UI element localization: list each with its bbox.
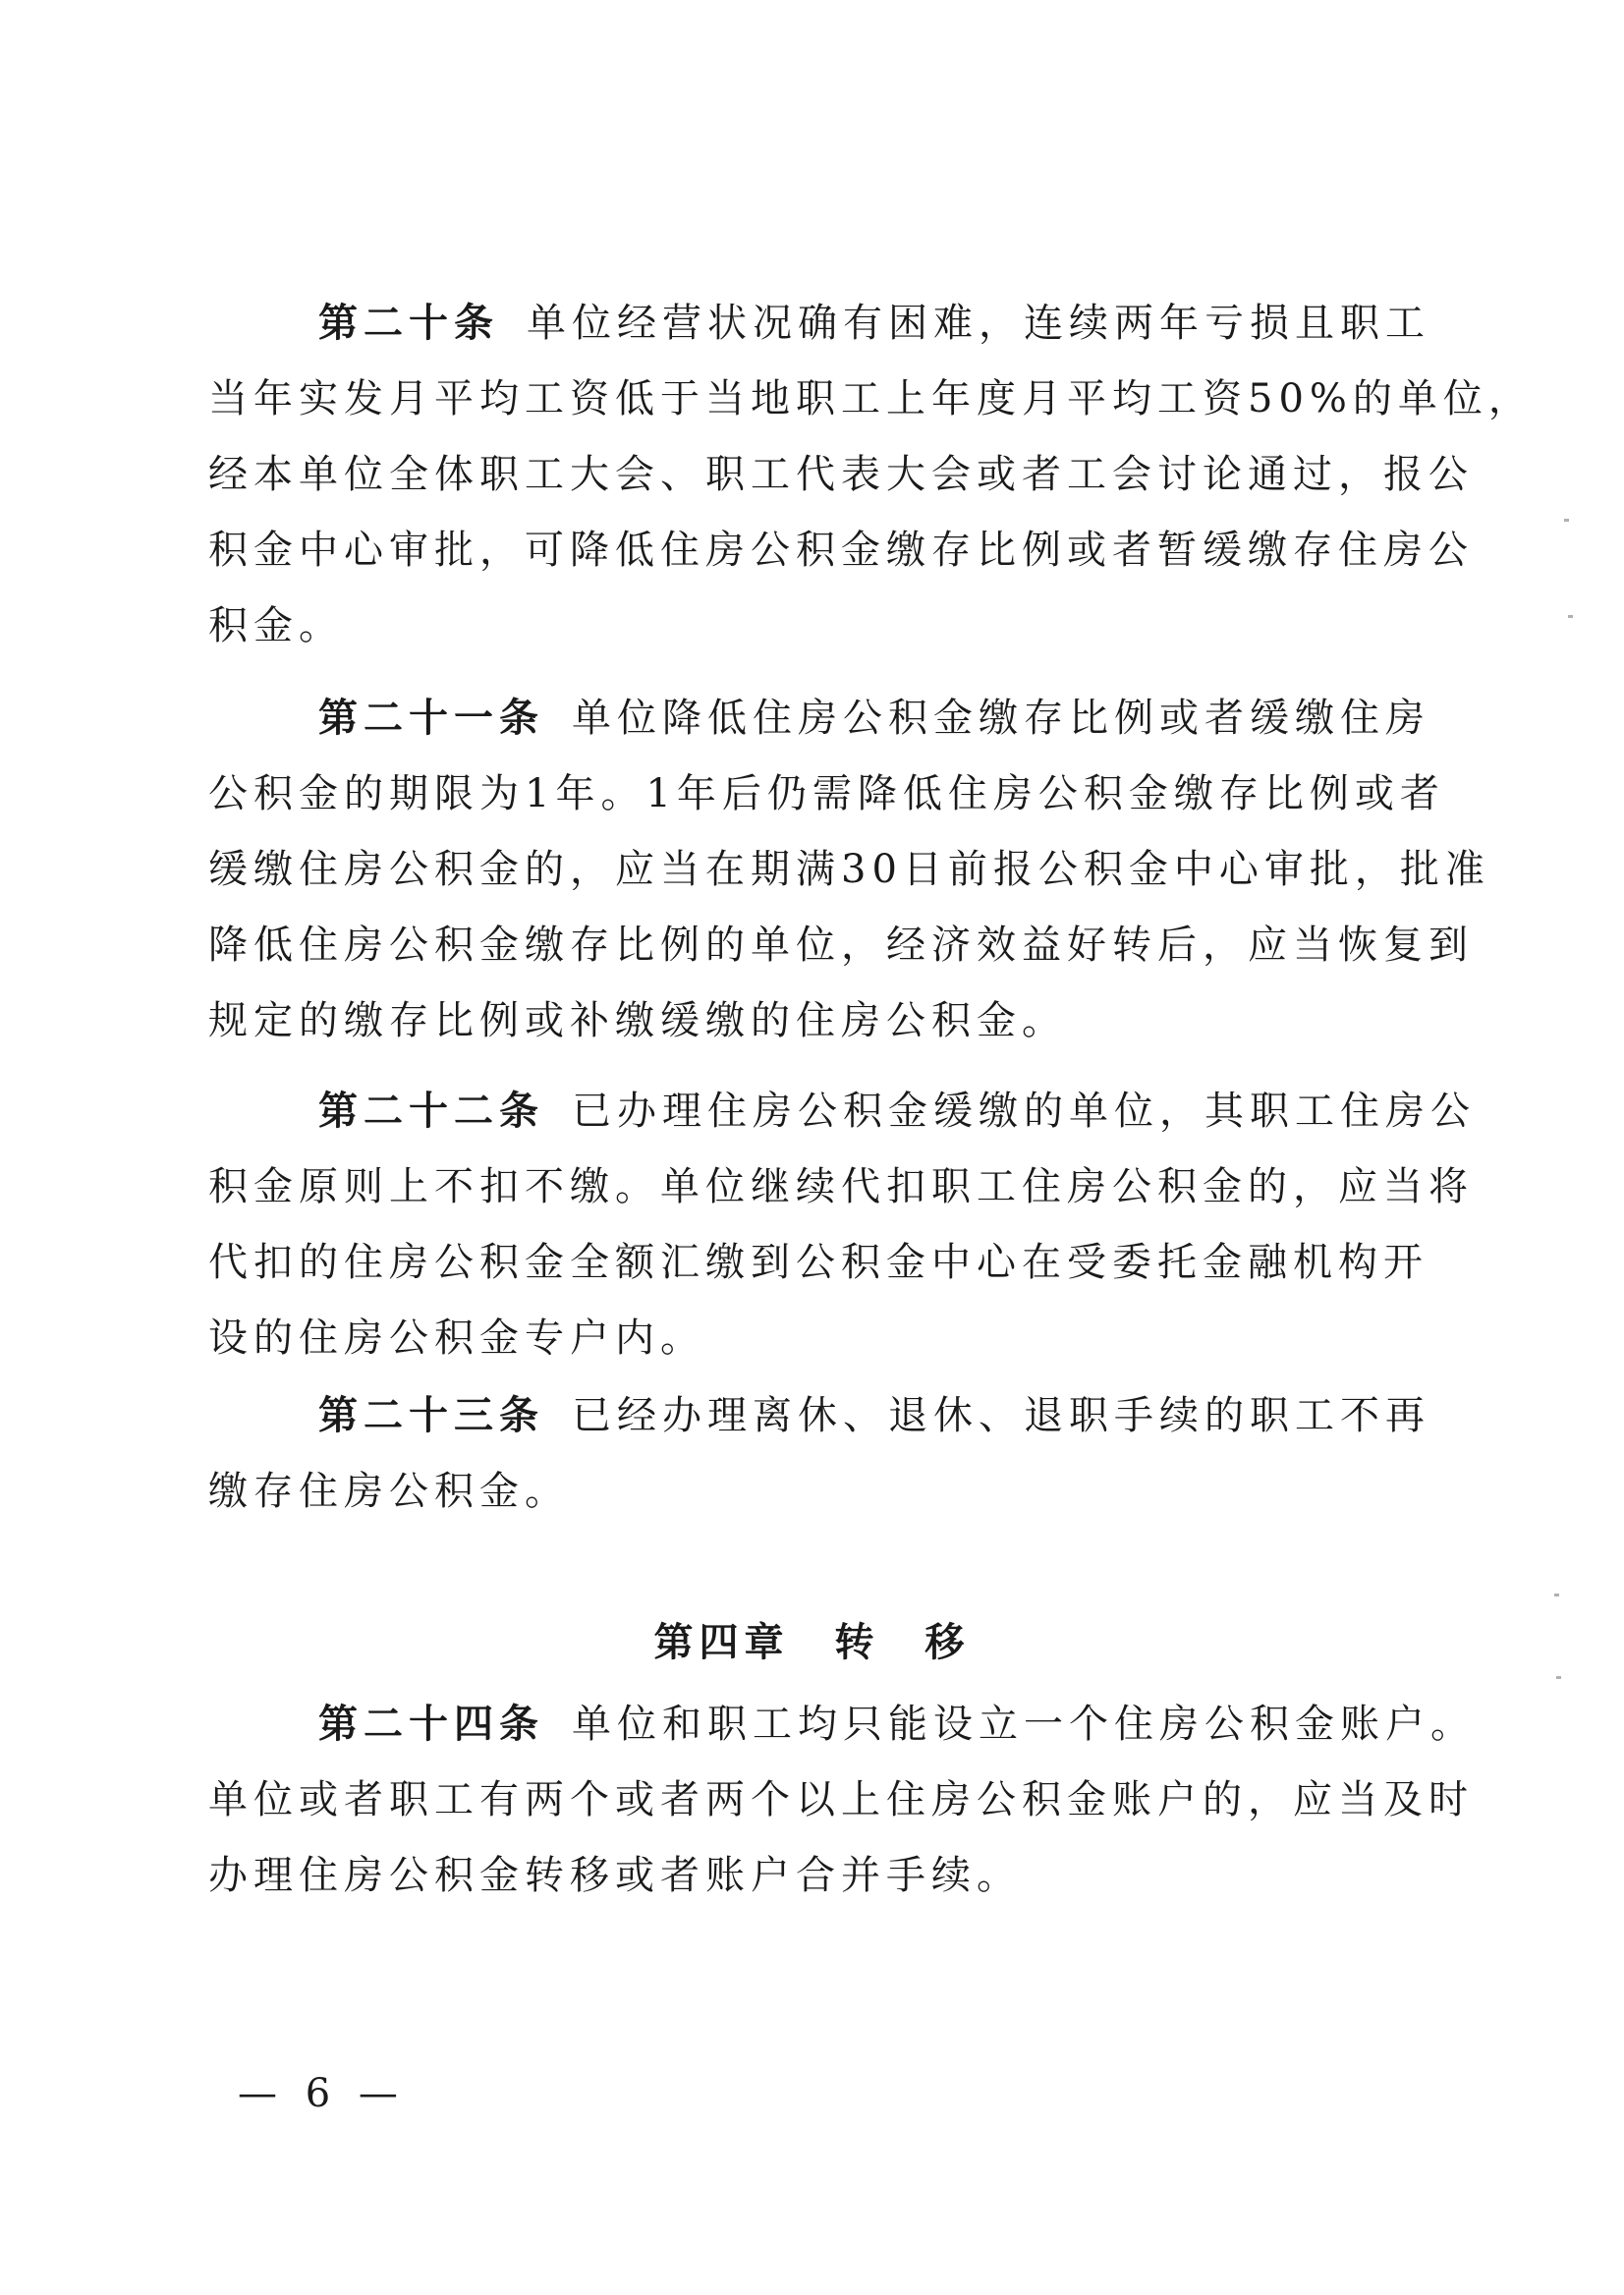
chapter-heading: [0, 1611, 1624, 1667]
article-22-line-4: 设的住房公积金专户内。: [208, 1315, 705, 1361]
article-20-line-2: 当年实发月平均工资低于当地职工上年度月平均工资50%的单位，: [208, 376, 1534, 421]
article-21-line-5: 规定的缴存比例或补缴缓缴的住房公积金。: [208, 998, 1067, 1043]
article-22: [208, 1073, 1476, 1376]
article-20-line-3: 经本单位全体职工大会、职工代表大会或者工会讨论通过，报公: [208, 452, 1474, 497]
article-24: [208, 1686, 1476, 1914]
article-21-heading: 第二十一条: [318, 695, 544, 741]
article-21-line-2: 公积金的期限为1年。1年后仍需降低住房公积金缴存比例或者: [208, 771, 1445, 816]
chapter-number: 第四章: [653, 1619, 790, 1665]
article-22-line-3: 代扣的住房公积金全额汇缴到公积金中心在受委托金融机构开: [208, 1240, 1428, 1285]
article-20: [208, 285, 1534, 664]
article-24-heading: 第二十四条: [318, 1701, 544, 1747]
article-20-heading: 第二十条: [318, 300, 499, 346]
article-22-line-2: 积金原则上不扣不缴。单位继续代扣职工住房公积金的，应当将: [208, 1164, 1474, 1209]
article-20-line-5: 积金。: [208, 603, 344, 648]
article-24-line-2: 单位或者职工有两个或者两个以上住房公积金账户的，应当及时: [208, 1777, 1474, 1822]
article-24-line-1: 单位和职工均只能设立一个住房公积金账户。: [572, 1702, 1476, 1747]
chapter-title: 转 移: [834, 1619, 971, 1665]
article-22-heading: 第二十二条: [318, 1088, 544, 1134]
article-21-line-3: 缓缴住房公积金的，应当在期满30日前报公积金中心审批，批准: [208, 847, 1490, 892]
article-21-line-1: 单位降低住房公积金缴存比例或者缓缴住房: [572, 696, 1430, 741]
article-23-line-2: 缴存住房公积金。: [208, 1469, 570, 1514]
scan-speck: [1564, 519, 1569, 522]
article-23-line-1: 已经办理离休、退休、退职手续的职工不再: [572, 1393, 1430, 1438]
scan-speck: [1568, 615, 1573, 618]
scan-speck: [1554, 1594, 1559, 1596]
article-21-line-4: 降低住房公积金缴存比例的单位，经济效益好转后，应当恢复到: [208, 923, 1474, 968]
scan-speck: [1556, 1676, 1561, 1679]
article-24-line-3: 办理住房公积金转移或者账户合并手续。: [208, 1853, 1022, 1898]
article-22-line-1: 已办理住房公积金缓缴的单位，其职工住房公: [572, 1089, 1476, 1134]
article-23: [208, 1377, 1430, 1530]
article-23-heading: 第二十三条: [318, 1392, 544, 1438]
page-number: — 6 —: [238, 2071, 406, 2116]
article-20-line-1: 单位经营状况确有困难，连续两年亏损且职工: [527, 301, 1430, 346]
article-21: [208, 680, 1490, 1059]
article-20-line-4: 积金中心审批，可降低住房公积金缴存比例或者暂缓缴存住房公: [208, 528, 1474, 573]
